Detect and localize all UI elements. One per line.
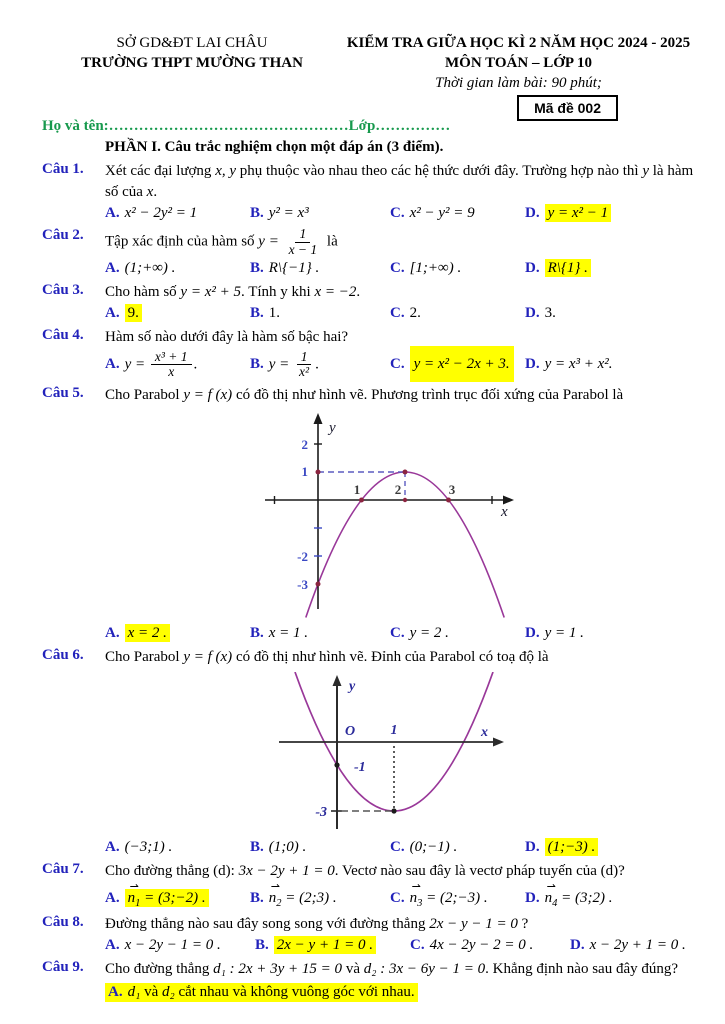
highlighted-answer: 9. (125, 304, 142, 322)
x-tick-3: 3 (448, 481, 456, 497)
q9-option-a: A. d₁ và d₂ cắt nhau và không vuông góc với nhau. (105, 983, 418, 1002)
q4-option-c: C. y = x² − 2x + 3. (390, 356, 525, 373)
duration-line: Thời gian làm bài: 90 phút; (435, 74, 602, 91)
q7-option-a: A. ⇀ $n_1$ = (3;−2) . (105, 890, 250, 909)
question-8 (42, 914, 695, 954)
q5-option-d: D. y = 1 . (525, 624, 584, 641)
exam-code-box: Mã đề 002 (517, 95, 618, 121)
q2-option-b: B. R\{−1} . (250, 259, 320, 276)
page-header (42, 34, 695, 93)
highlighted-answer: ⇀ $n_1$ = (3;−2) . (125, 889, 209, 907)
vector-n4: ⇀ $n_4$ (545, 890, 558, 909)
question-7 (42, 861, 695, 909)
origin-label: O (345, 723, 356, 739)
question-7-text: Cho đường thẳng (d): 3x − 2y + 1 = 0. Vectơ nào sau đây là vectơ pháp tuyến của (d)? (105, 862, 625, 879)
question-6-text: Cho Parabol y = f (x) có đồ thị như hình vẽ. Đỉnh của Parabol có toạ độ là (105, 648, 549, 665)
question-6-label: Câu 6. (42, 646, 84, 663)
question-2-label: Câu 2. (42, 227, 84, 244)
header-right-column (342, 34, 695, 93)
x-axis-label: x (481, 724, 488, 740)
question-7-label: Câu 7. (42, 860, 84, 877)
question-9-text: Cho đường thẳng d₁ : 2x + 3y + 15 = 0 và d₂ : 3x − 6y − 1 = 0. Khẳng định nào sau đây đúng? (105, 960, 679, 977)
q7-option-b: B. ⇀ $n_2$ = (2;3) . (250, 890, 390, 909)
question-4-text: Hàm số nào dưới đây là hàm số bậc hai? (105, 328, 349, 345)
y-axis-label: y (329, 419, 336, 436)
question-2 (42, 227, 695, 276)
q8-option-d: D. x − 2y + 1 = 0 . (570, 936, 686, 953)
question-9 (42, 959, 695, 1002)
highlighted-answer: x = 2 . (125, 624, 170, 642)
question-5-text: Cho Parabol y = f (x) có đồ thị như hình vẽ. Phương trình trục đối xứng của Parabol là (105, 386, 624, 403)
vector-n2: ⇀ $n_2$ (269, 890, 282, 909)
parabola-graph-q6 (275, 672, 695, 837)
q2-option-d: D. R\{1} . (525, 260, 695, 277)
fraction: $\frac{1}{\text{x²}}$ (295, 350, 313, 380)
q1-option-d: D. y = x² − 1 (525, 205, 695, 222)
x-tick-1: 1 (390, 722, 398, 738)
question-3 (42, 282, 695, 322)
parabola-graph-q5 (245, 410, 695, 623)
highlighted-answer: 2x − y + 1 = 0 . (274, 936, 376, 954)
question-8-text: Đường thẳng nào sau đây song song với đường thẳng 2x − y − 1 = 0 ? (105, 915, 529, 932)
student-name-line: Họ và tên:…………………………………………Lớp…………… (42, 118, 451, 135)
question-1-label: Câu 1. (42, 161, 84, 178)
q4-option-d: D. y = x³ + x². (525, 356, 613, 373)
y-tick-1: 1 (301, 463, 308, 479)
question-4 (42, 327, 695, 380)
y-axis-label: y (349, 678, 356, 694)
question-1-text: Xét các đại lượng x, y phụ thuộc vào nhau theo các hệ thức dưới đây. Trường hợp nào thì y là hàm số của x. (105, 163, 694, 201)
exam-title: KIỂM TRA GIỮA HỌC KÌ 2 NĂM HỌC 2024 - 2025 (346, 35, 691, 51)
q6-option-c: C. (0;−1) . (390, 838, 458, 855)
x-axis-label: x (501, 503, 508, 520)
question-2-text: Tập xác định của hàm số y = $\frac{1}{x - 1}$ là (105, 226, 338, 257)
y-tick-minus3: -3 (297, 576, 308, 592)
highlighted-answer: (1;−3) . (545, 838, 599, 856)
y-tick-minus1: -1 (354, 759, 366, 775)
q6-option-d: D. (1;−3) . (525, 839, 695, 856)
question-9-label: Câu 9. (42, 958, 84, 975)
q2-option-c: C. [1;+∞) . (390, 259, 462, 276)
vector-n3: ⇀ $n_3$ (410, 890, 423, 909)
y-tick-2: 2 (301, 436, 308, 452)
fraction: $\frac{1}{x - 1}$ (288, 226, 318, 257)
question-3-text: Cho hàm số y = x² + 5. Tính y khi x = −2. (105, 283, 361, 300)
q6-option-a: A. (−3;1) . (105, 838, 173, 855)
highlighted-answer: y = x² − 2x + 3. (410, 346, 514, 382)
q4-option-b: B. y = $\frac{1}{\text{x²}}$ . (250, 348, 319, 380)
q2-option-a: A. (1;+∞) . (105, 259, 176, 276)
q5-option-b: B. x = 1 . (250, 624, 309, 641)
q1-option-c: C. x² − y² = 9 (390, 205, 475, 222)
q8-option-b: B. 2x − y + 1 = 0 . (255, 937, 410, 954)
q3-option-d: D. 3. (525, 304, 556, 321)
q3-option-a: A. 9. (105, 305, 250, 322)
y-axis-arrow (314, 413, 323, 424)
q6-option-b: B. (1;0) . (250, 838, 307, 855)
question-8-label: Câu 8. (42, 913, 84, 930)
subject-line: MÔN TOÁN – LỚP 10 (445, 54, 592, 71)
question-1 (42, 161, 695, 222)
q3-option-b: B. 1. (250, 304, 281, 321)
highlighted-answer: R\{1} . (545, 259, 591, 277)
school-department: SỞ GD&ĐT LAI CHÂU (116, 35, 268, 51)
question-5-label: Câu 5. (42, 384, 84, 401)
section-title: PHẦN I. Câu trắc nghiệm chọn một đáp án (3 điểm). (105, 139, 444, 156)
q8-option-a: A. x − 2y − 1 = 0 . (105, 936, 221, 953)
y-tick-minus3: -3 (315, 804, 327, 820)
fraction: $\frac{\text{x³ + 1}}{x}$ (151, 350, 192, 380)
x-tick-1: 1 (353, 481, 361, 497)
q1-option-a: A. x² − 2y² = 1 (105, 205, 198, 222)
x-tick-2: 2 (394, 481, 402, 497)
q8-option-c: C. 4x − 2y − 2 = 0 . (410, 936, 534, 953)
q5-option-a: A. x = 2 . (105, 625, 250, 642)
question-5 (42, 385, 695, 642)
q1-option-b: B. y² = x³ (250, 205, 309, 222)
x-axis-arrow (493, 737, 504, 746)
question-6 (42, 647, 695, 856)
school-name: TRƯỜNG THPT MƯỜNG THAN (81, 54, 303, 71)
q5-option-c: C. y = 2 . (390, 624, 449, 641)
highlighted-answer: y = x² − 1 (545, 204, 612, 222)
y-tick-minus2: -2 (297, 548, 308, 564)
question-4-label: Câu 4. (42, 326, 84, 343)
question-3-label: Câu 3. (42, 281, 84, 298)
q7-option-d: D. ⇀ $n_4$ = (3;2) . (525, 890, 695, 909)
code-row (42, 101, 695, 137)
header-left-column (42, 34, 342, 93)
q3-option-c: C. 2. (390, 304, 421, 321)
q4-option-a: A. y = $\frac{\text{x³ + 1}}{x}$ . (105, 348, 198, 380)
y-axis-arrow (333, 675, 342, 686)
q7-option-c: C. ⇀ $n_3$ = (2;−3) . (390, 890, 525, 909)
vector-n1: ⇀ $n_1$ (128, 890, 141, 909)
